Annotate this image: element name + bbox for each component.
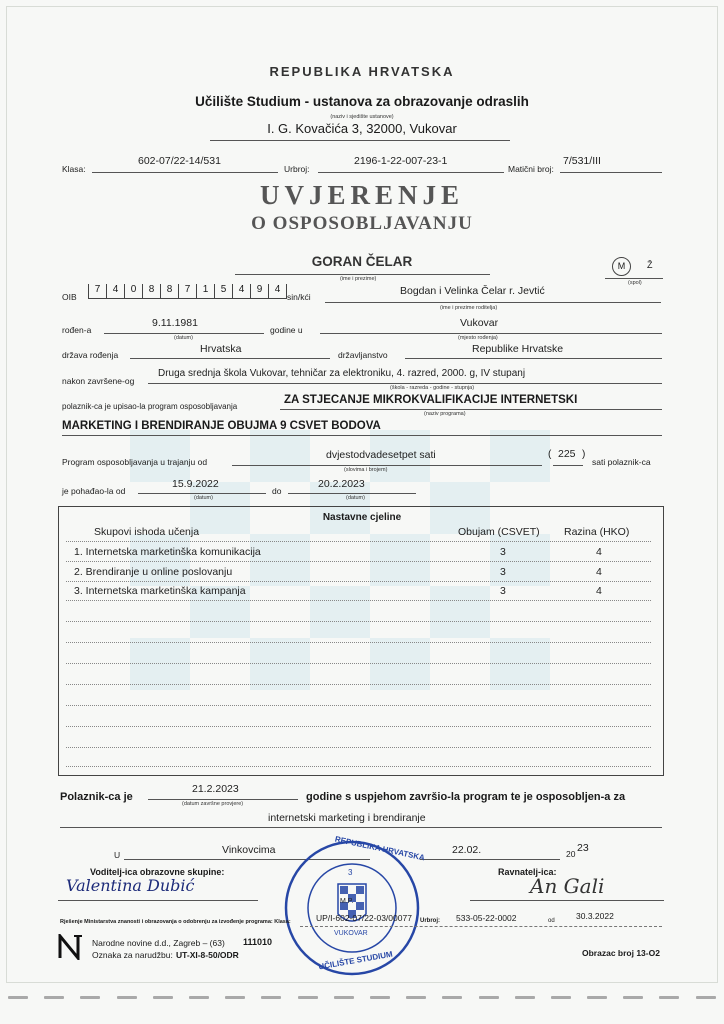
maticni-line: [560, 172, 662, 173]
duration-number: 225: [558, 448, 576, 460]
oib-label: OIB: [62, 292, 77, 302]
signing-date-line: [420, 859, 560, 860]
oib-digit: 4: [232, 284, 250, 299]
citizenship-label: državljanstvo: [338, 350, 388, 360]
stamp-bottom-text: UČILIŠTE STUDIUM: [317, 949, 394, 972]
row-3-volume: 3: [500, 585, 506, 597]
col-learning-outcomes: Skupovi ishoda učenja: [94, 526, 200, 538]
born-place-caption: (mjesto rođenja): [458, 335, 498, 341]
ministry-od-date: 30.3.2022: [576, 911, 614, 921]
table-row-line: [66, 581, 651, 582]
table-row-line: [66, 726, 651, 727]
stamp-inner-text: VUKOVAR: [334, 930, 368, 937]
oib-digit: 9: [250, 284, 268, 299]
director-label: Ravnatelj-ica:: [498, 867, 557, 877]
godine-u-label: godine u: [270, 325, 303, 335]
person-name: GORAN ČELAR: [311, 254, 413, 269]
row-3-level: 4: [596, 585, 602, 597]
program-line-2: [62, 435, 662, 436]
ministry-line: [300, 926, 662, 927]
qualification-line: [60, 827, 662, 828]
name-caption: (ime i prezime): [340, 276, 377, 282]
completion-text: godine s uspjehom završio-la program te je osposobljen-a za: [306, 791, 626, 803]
school-label: nakon završene-og: [62, 376, 135, 386]
header-divider: [66, 541, 651, 542]
table-row-line: [66, 705, 651, 706]
col-level: Razina (HKO): [564, 526, 630, 538]
born-place: Vukovar: [460, 317, 499, 329]
from-date-caption: (datum): [194, 495, 213, 501]
name-line: [235, 274, 490, 275]
year-suffix: 23: [577, 842, 589, 854]
country-value: Hrvatska: [200, 343, 242, 355]
oib-digit: 5: [214, 284, 232, 299]
leader-signature-line: [58, 900, 258, 901]
to-date-line: [288, 493, 416, 494]
duration-suffix: sati polaznik-ca: [592, 457, 651, 467]
oib-digit: 8: [160, 284, 178, 299]
school-value: Druga srednja škola Vukovar, tehničar za elektroniku, 4. razred, 2000. g, IV stupanj: [158, 368, 526, 379]
from-date-line: [138, 493, 266, 494]
school-caption: (škola - razreda - godine - stupnja): [390, 385, 475, 391]
citizenship-line: [405, 358, 662, 359]
address-line: [210, 140, 510, 141]
stamp-mp: M.P.: [340, 898, 354, 905]
program-name-2: MARKETING I BRENDIRANJE OBUJMA 9 CSVET BODOVA: [62, 420, 381, 432]
paren-close: ): [582, 449, 586, 460]
from-date: 15.9.2022: [172, 478, 219, 490]
table-row-line: [66, 684, 651, 685]
director-signature-line: [470, 900, 664, 901]
leader-signature: Valentina Dubić: [66, 876, 195, 895]
born-place-line: [320, 333, 662, 334]
duration-label: Program osposobljavanja u trajanju od: [62, 457, 208, 467]
parents-caption: (ime i prezime roditelja): [440, 305, 498, 311]
to-label: do: [272, 486, 282, 496]
table-row-line: [66, 621, 651, 622]
parents-line: [325, 302, 661, 303]
born-date-caption: (datum): [174, 335, 193, 341]
klasa-line: [92, 172, 278, 173]
row-2-name: 2. Brendiranje u online poslovanju: [74, 566, 233, 578]
born-date: 9.11.1981: [152, 317, 198, 329]
sex-caption: (spol): [628, 280, 642, 286]
completion-label: Polaznik-ca je: [60, 791, 133, 803]
director-signature: An Gali: [530, 874, 605, 898]
ministry-urbroj: 533-05-22-0002: [456, 913, 517, 923]
ministry-od-label: od: [548, 918, 555, 924]
country-label: država rođenja: [62, 350, 119, 360]
urbroj-line: [318, 172, 504, 173]
year-prefix: 20: [566, 849, 576, 859]
table-row-line: [66, 561, 651, 562]
republic-heading: REPUBLIKA HRVATSKA: [269, 64, 455, 79]
duration-words: dvjestodvadesetpet sati: [326, 449, 436, 461]
institution-name: Učilište Studium - ustanova za obrazovanje odraslih: [195, 94, 529, 109]
signing-date: 22.02.: [452, 844, 482, 856]
table-row-line: [66, 766, 651, 767]
duration-words-line: [232, 465, 542, 466]
sex-m-circled: M: [612, 257, 631, 276]
row-1-level: 4: [596, 546, 602, 558]
order-label: Oznaka za narudžbu:: [92, 950, 173, 960]
table-row-line: [66, 663, 651, 664]
oib-digit: 4: [268, 284, 287, 299]
klasa-label: Klasa:: [62, 164, 86, 174]
order-code: UT-XI-8-50/ODR: [176, 950, 239, 960]
ministry-urbroj-label: Urbroj:: [420, 918, 440, 924]
urbroj-value: 2196-1-22-007-23-1: [354, 155, 448, 167]
maticni-value: 7/531/III: [563, 155, 601, 167]
place-u-label: U: [114, 850, 121, 860]
form-number: Obrazac broj 13-O2: [582, 948, 660, 958]
col-volume: Obujam (CSVET): [458, 526, 540, 538]
sex-z: Ž: [647, 260, 653, 270]
citizenship-value: Republike Hrvatske: [472, 343, 564, 355]
born-date-line: [104, 333, 264, 334]
sin-kci-label: sin/kći: [287, 292, 311, 302]
ministry-label: Rješenje Ministarstva znanosti i obrazovanja o odobrenju za izvođenje programa: Klasa:: [60, 919, 291, 925]
official-stamp: [282, 834, 426, 978]
completion-date-line: [148, 799, 298, 800]
row-3-name: 3. Internetska marketinška kampanja: [74, 585, 246, 597]
publisher-code: 111010: [243, 937, 273, 947]
qualification: internetski marketing i brendiranje: [268, 812, 426, 824]
oib-digit: 7: [88, 284, 106, 299]
document-title: UVJERENJE: [259, 180, 465, 210]
institution-caption: (naziv i sjedište ustanove): [330, 114, 394, 120]
narodne-novine-logo-icon: [58, 934, 84, 960]
stamp-top-text: REPUBLIKA HRVATSKA: [334, 834, 426, 863]
to-date-caption: (datum): [346, 495, 365, 501]
attended-label: je pohađao-la od: [62, 486, 126, 496]
school-line: [148, 383, 662, 384]
duration-caption: (slovima i brojem): [344, 467, 388, 473]
oib-digit: 7: [178, 284, 196, 299]
signing-place: Vinkovcima: [222, 844, 276, 856]
sex-line: [605, 278, 663, 279]
oib-digit-boxes: [88, 284, 287, 299]
maticni-label: Matični broj:: [508, 164, 554, 174]
leader-label: Voditelj-ica obrazovne skupine:: [90, 867, 225, 877]
table-title: Nastavne cjeline: [322, 512, 402, 523]
completion-date: 21.2.2023: [192, 783, 239, 795]
row-1-volume: 3: [500, 546, 506, 558]
oib-digit: 0: [124, 284, 142, 299]
table-row-line: [66, 642, 651, 643]
born-label: rođen-a: [62, 325, 92, 335]
enrolled-label: polaznik-ca je upisao-la program osposobljavanja: [62, 402, 238, 411]
program-name-caption: (naziv programa): [424, 411, 466, 417]
country-line: [130, 358, 330, 359]
duration-number-line: [553, 465, 583, 466]
oib-digit: 1: [196, 284, 214, 299]
klasa-value: 602-07/22-14/531: [138, 155, 221, 167]
program-name-1: ZA STJECANJE MIKROKVALIFIKACIJE INTERNETSKI: [284, 394, 578, 406]
paren-open: (: [548, 449, 552, 460]
to-date: 20.2.2023: [318, 478, 365, 490]
document-subtitle: O OSPOSOBLJAVANJU: [251, 213, 473, 234]
row-1-name: 1. Internetska marketinška komunikacija: [74, 546, 261, 558]
perforation-strip: [0, 990, 724, 1004]
institution-address: I. G. Kovačića 3, 32000, Vukovar: [267, 121, 457, 136]
row-2-volume: 3: [500, 566, 506, 578]
parents-value: Bogdan i Velinka Čelar r. Jevtić: [400, 285, 545, 297]
stamp-number: 3: [348, 868, 353, 877]
publisher: Narodne novine d.d., Zagreb – (63): [92, 938, 225, 948]
completion-date-caption: (datum završne provjere): [182, 801, 244, 807]
row-2-level: 4: [596, 566, 602, 578]
table-row-line: [66, 600, 651, 601]
table-row-line: [66, 747, 651, 748]
ministry-klasa: UP/I-602-07/22-03/00077: [316, 913, 412, 923]
urbroj-label: Urbroj:: [284, 164, 310, 174]
program-line-1: [280, 409, 662, 410]
oib-digit: 8: [142, 284, 160, 299]
oib-digit: 4: [106, 284, 124, 299]
